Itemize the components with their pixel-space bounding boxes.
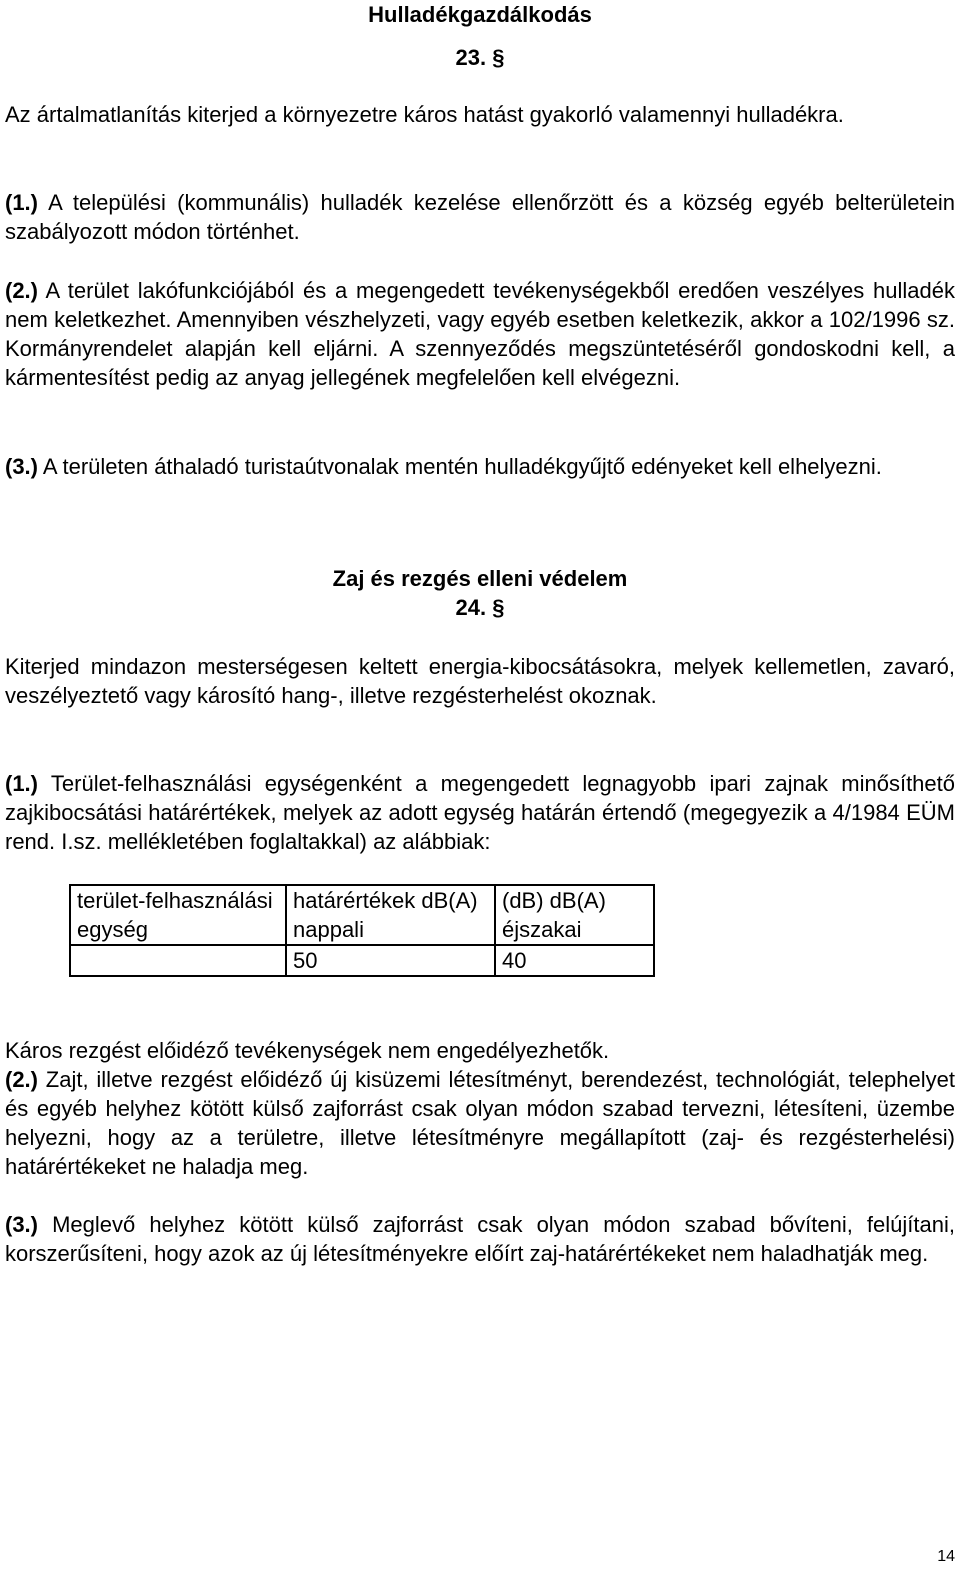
item-number: (2.) (5, 278, 38, 303)
item-text: A települési (kommunális) hulladék kezelése ellenőrzött és a község egyéb belterületein szabályozott módon történhet. (5, 190, 955, 244)
item-number: (1.) (5, 190, 38, 215)
table-header-cell: terület-felhasználási egység (70, 885, 286, 945)
noise-limit-table (69, 884, 655, 977)
item-text: A terület lakófunkciójából és a megengedett tevékenységekből eredően veszélyes hulladék nem keletkezhet. Amennyiben vészhelyzeti, vagy egyéb esetben keletkezik, akkor a 102/1996 sz. Kormányrendelet alapján kell eljárni. A szennyeződés megszüntetéséről gondoskodni kell, a kármentesítést pedig az anyag jellegének megfelelően kell elvégezni. (5, 278, 955, 390)
table-header-cell: határértékek dB(A) nappali (286, 885, 495, 945)
table-cell: 40 (495, 945, 654, 976)
item-number: (2.) (5, 1067, 38, 1092)
item-23-2 (5, 276, 955, 392)
item-number: (3.) (5, 454, 38, 479)
table-header-cell: (dB) dB(A) éjszakai (495, 885, 654, 945)
item-23-1 (5, 188, 955, 246)
table-header-row (70, 885, 654, 945)
intro-text-24: Kiterjed mindazon mesterségesen keltett energia-kibocsátásokra, melyek kellemetlen, zavaró, veszélyeztető vagy károsító hang-, illetve rezgésterhelést okoznak. (5, 654, 955, 708)
item-text: Zajt, illetve rezgést előidéző új kisüzemi létesítményt, berendezést, technológiát, telephelyet és egyéb helyhez kötött külső zajforrást csak olyan módon szabad tervezni, létesíteni, üzembe helyezni, hogy az a területre, illetve létesítményre megállapított (zaj- és rezgésterhelési) határértékeket ne haladja meg. (5, 1067, 955, 1179)
item-text: Terület-felhasználási egységenként a megengedett legnagyobb ipari zajnak minősíthető zajkibocsátási határértékek, melyek az adott egység határán értendő (megegyezik a 4/1984 EÜM rend. I.sz. mellékletében foglaltakkal) az alábbiak: (5, 771, 955, 854)
table-cell (70, 945, 286, 976)
paragraph-number-24: 24. § (455, 595, 505, 620)
item-24-2 (5, 1065, 955, 1181)
page-number: 14 (937, 1548, 955, 1565)
item-text: A területen áthaladó turistaútvonalak mentén hulladékgyűjtő edényeket kell elhelyezni. (38, 454, 882, 479)
section-title-zaj: Zaj és rezgés elleni védelem (332, 566, 628, 591)
item-24-3 (5, 1210, 955, 1268)
item-24-1 (5, 769, 955, 856)
intro-text-23: Az ártalmatlanítás kiterjed a környezetre káros hatást gyakorló valamennyi hulladékra. (5, 102, 844, 127)
item-text: Meglevő helyhez kötött külső zajforrást csak olyan módon szabad bővíteni, felújítani, korszerűsíteni, hogy azok az új létesítményekre előírt zaj-határértékeket nem haladhatják meg. (5, 1212, 955, 1266)
table-cell: 50 (286, 945, 495, 976)
table-row (70, 945, 654, 976)
item-23-3 (5, 452, 955, 481)
item-number: (1.) (5, 771, 38, 796)
after-table-text: Káros rezgést előidéző tevékenységek nem engedélyezhetők. (5, 1038, 610, 1063)
paragraph-number-23: 23. § (455, 45, 505, 70)
item-number: (3.) (5, 1212, 38, 1237)
section-title-hulladekgazdalkodas: Hulladékgazdálkodás (368, 2, 592, 27)
